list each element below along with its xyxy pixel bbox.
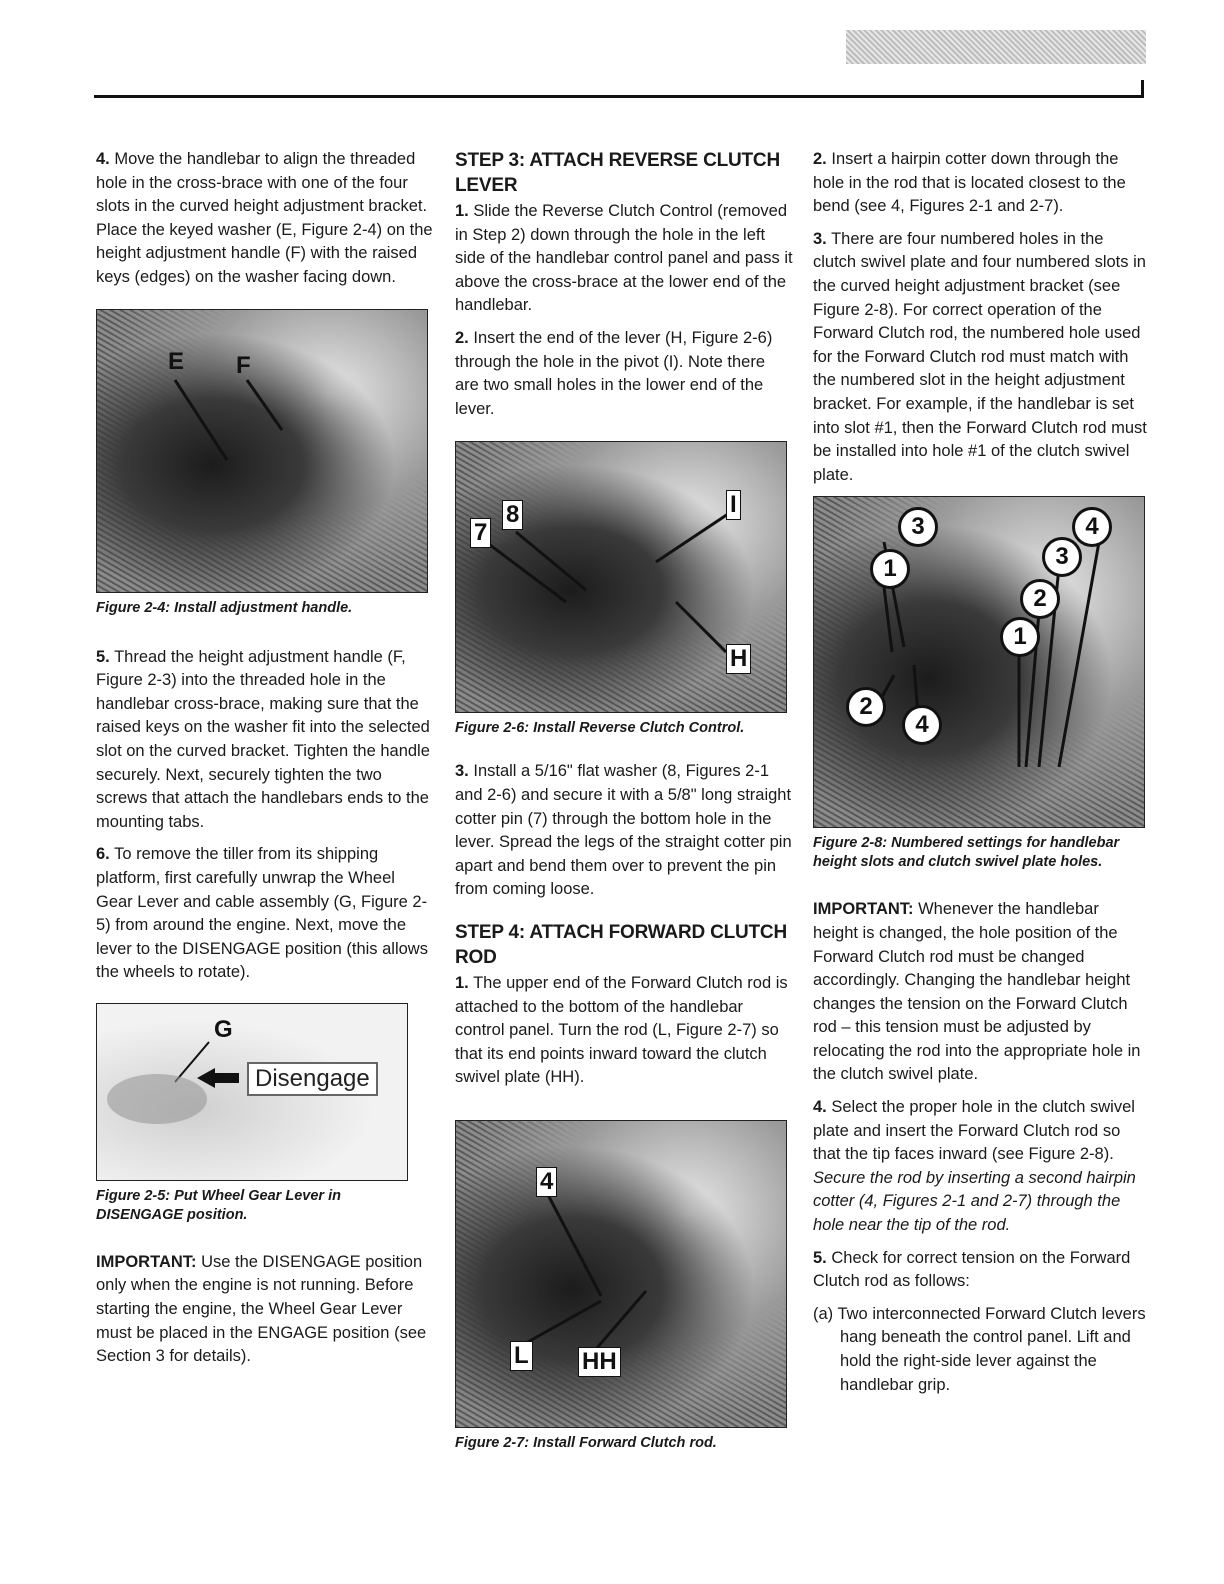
step-number: 4. xyxy=(813,1098,827,1117)
callout-7: 7 xyxy=(470,518,491,548)
step-text: Thread the height adjustment handle (F, Figure 2-3) into the threaded hole in the handlebar cross-brace, making sure that the raised keys on the washer fit into the selected slot on the curved bracket. Tighten the handle securely. Next, securely tighten the two screws that attach the handlebars ends to the mounting tabs. xyxy=(96,647,430,831)
step-item-6 xyxy=(96,843,434,985)
header-rule-tick xyxy=(1141,80,1144,98)
step-item-4 xyxy=(96,148,434,290)
circle-label-3b: 3 xyxy=(1042,537,1082,577)
step-number: 2. xyxy=(813,150,827,168)
step-number: 3. xyxy=(813,229,827,248)
step-number: 3. xyxy=(455,762,469,781)
important-label: IMPORTANT: xyxy=(96,1252,197,1271)
step-number: 1. xyxy=(455,202,469,220)
callout-i: I xyxy=(726,490,741,520)
figure-2-8-caption: Figure 2-8: Numbered settings for handlebar height slots and clutch swivel plate holes. xyxy=(813,835,1120,871)
step-text: There are four numbered holes in the clutch swivel plate and four numbered slots in the curved height adjustment bracket (see Figure 2-8). For correct operation of the Forward Clutch rod, the numbered hole used for the Forward Clutch rod must match with the numbered slot in the height adjustment bracket. For example, if the handlebar is set into slot #1, then the Forward Clutch rod must be installed into hole #1 of the clutch swivel plate. xyxy=(813,229,1147,484)
figure-2-4-photo xyxy=(96,309,428,593)
callout-l: L xyxy=(510,1341,533,1371)
figure-2-7-leaders xyxy=(456,1121,786,1427)
disengage-label: Disengage xyxy=(247,1062,378,1096)
step-number: 4. xyxy=(96,150,110,168)
important-label: IMPORTANT: xyxy=(813,900,914,919)
disengage-arrow-shaft xyxy=(213,1073,239,1083)
step-text: Insert the end of the lever (H, Figure 2-6) through the hole in the pivot (I). Note there are two small holes in the lower end of the lever. xyxy=(455,328,773,418)
step-text: Select the proper hole in the clutch swivel plate and insert the Forward Clutch rod so that the tip faces inward (see Figure 2-8). xyxy=(813,1098,1135,1164)
subitem-text: Two interconnected Forward Clutch levers hang beneath the control panel. Lift and hold the right-side lever against the handlebar grip. xyxy=(837,1304,1146,1394)
figure-2-4-leaders xyxy=(97,310,427,592)
figure-2-6-caption: Figure 2-6: Install Reverse Clutch Control. xyxy=(455,720,745,737)
step-number: 5. xyxy=(96,647,110,666)
step-text: Insert a hairpin cotter down through the hole in the rod that is located closest to the bend (see 4, Figures 2-1 and 2-7). xyxy=(813,150,1126,216)
callout-h: H xyxy=(726,644,751,674)
callout-hh: HH xyxy=(578,1347,621,1377)
callout-f: F xyxy=(236,351,251,379)
callout-g: G xyxy=(214,1015,233,1043)
circle-label-2b: 2 xyxy=(1020,579,1060,619)
header-rule xyxy=(94,95,1144,98)
step4-item-2 xyxy=(813,148,1147,219)
column-middle xyxy=(455,148,793,1453)
step-number: 6. xyxy=(96,845,110,864)
step-number: 2. xyxy=(455,328,469,347)
circle-label-1b: 1 xyxy=(1000,617,1040,657)
column-left xyxy=(96,148,434,1378)
circle-label-4b: 4 xyxy=(1072,507,1112,547)
circle-label-2: 2 xyxy=(846,687,886,727)
figure-2-6-photo xyxy=(455,441,787,713)
important-text: Whenever the handlebar height is changed, the hole position of the Forward Clutch rod must be changed accordingly. Changing the handlebar height changes the tension on the Forward Clutch rod – this tension must be adjusted by relocating the rod into the appropriate hole in the clutch swivel plate. xyxy=(813,900,1141,1084)
figure-2-8-photo xyxy=(813,496,1145,828)
callout-e: E xyxy=(168,347,185,375)
step4-subitem-a xyxy=(813,1303,1147,1397)
important-note xyxy=(813,898,1147,1087)
column-right xyxy=(813,148,1147,1406)
step3-item-1 xyxy=(455,200,793,318)
header-section-tab xyxy=(846,30,1146,64)
important-note xyxy=(96,1251,434,1369)
step-text: Install a 5/16" flat washer (8, Figures 2-1 and 2-6) and secure it with a 5/8" long straight cotter pin (7) through the bottom hole in the lever. Spread the legs of the straight cotter pin apart and bend them over to prevent the pin from coming loose. xyxy=(455,762,792,899)
step-text: To remove the tiller from its shipping platform, first carefully unwrap the Wheel Gear Lever and cable assembly (G, Figure 2-5) from around the engine. Next, move the lever to the DISENGAGE position (this allows the wheels to rotate). xyxy=(96,845,428,982)
step-text: Slide the Reverse Clutch Control (removed in Step 2) down through the hole in the left side of the handlebar control panel and pass it above the cross-brace at the lower end of the handlebar. xyxy=(455,202,793,315)
subitem-label: (a) xyxy=(813,1304,834,1323)
step4-item-5 xyxy=(813,1247,1147,1294)
callout-8: 8 xyxy=(502,500,523,530)
step-item-5 xyxy=(96,646,434,835)
circle-label-1: 1 xyxy=(870,549,910,589)
step-number: 1. xyxy=(455,973,469,992)
callout-4: 4 xyxy=(536,1167,557,1197)
figure-2-5-caption: Figure 2-5: Put Wheel Gear Lever in DISENGAGE position. xyxy=(96,1187,341,1223)
step4-item-3 xyxy=(813,228,1147,488)
step-text: Check for correct tension on the Forward Clutch rod as follows: xyxy=(813,1248,1131,1291)
figure-2-4-caption: Figure 2-4: Install adjustment handle. xyxy=(96,599,353,616)
step3-item-3 xyxy=(455,760,793,902)
step-3-heading: STEP 3: ATTACH REVERSE CLUTCH LEVER xyxy=(455,150,780,196)
figure-2-5-photo xyxy=(96,1003,408,1181)
step3-item-2 xyxy=(455,327,793,421)
step4-item-4 xyxy=(813,1096,1147,1238)
step-number: 5. xyxy=(813,1248,827,1267)
step-text: The upper end of the Forward Clutch rod is attached to the bottom of the handlebar control panel. Turn the rod (L, Figure 2-7) so that its end points inward toward the clutch swivel plate (HH). xyxy=(455,973,788,1087)
important-text: Use the DISENGAGE position only when the engine is not running. Before starting the engine, the Wheel Gear Lever must be placed in the ENGAGE position (see Section 3 for details). xyxy=(96,1252,427,1366)
figure-2-7-caption: Figure 2-7: Install Forward Clutch rod. xyxy=(455,1434,717,1451)
circle-label-4: 4 xyxy=(902,705,942,745)
figure-2-7-photo xyxy=(455,1120,787,1428)
step-text: Move the handlebar to align the threaded hole in the cross-brace with one of the four slots in the curved height adjustment bracket. Place the keyed washer (E, Figure 2-4) on the height adjustment handle (F) with the raised keys (edges) on the washer facing down. xyxy=(96,150,433,286)
step-4-heading: STEP 4: ATTACH FORWARD CLUTCH ROD xyxy=(455,921,787,968)
circle-label-3: 3 xyxy=(898,507,938,547)
step4-item-1 xyxy=(455,972,793,1090)
step-text-emphasis: Secure the rod by inserting a second hairpin cotter (4, Figures 2-1 and 2-7) through the hole near the tip of the rod. xyxy=(813,1168,1136,1235)
